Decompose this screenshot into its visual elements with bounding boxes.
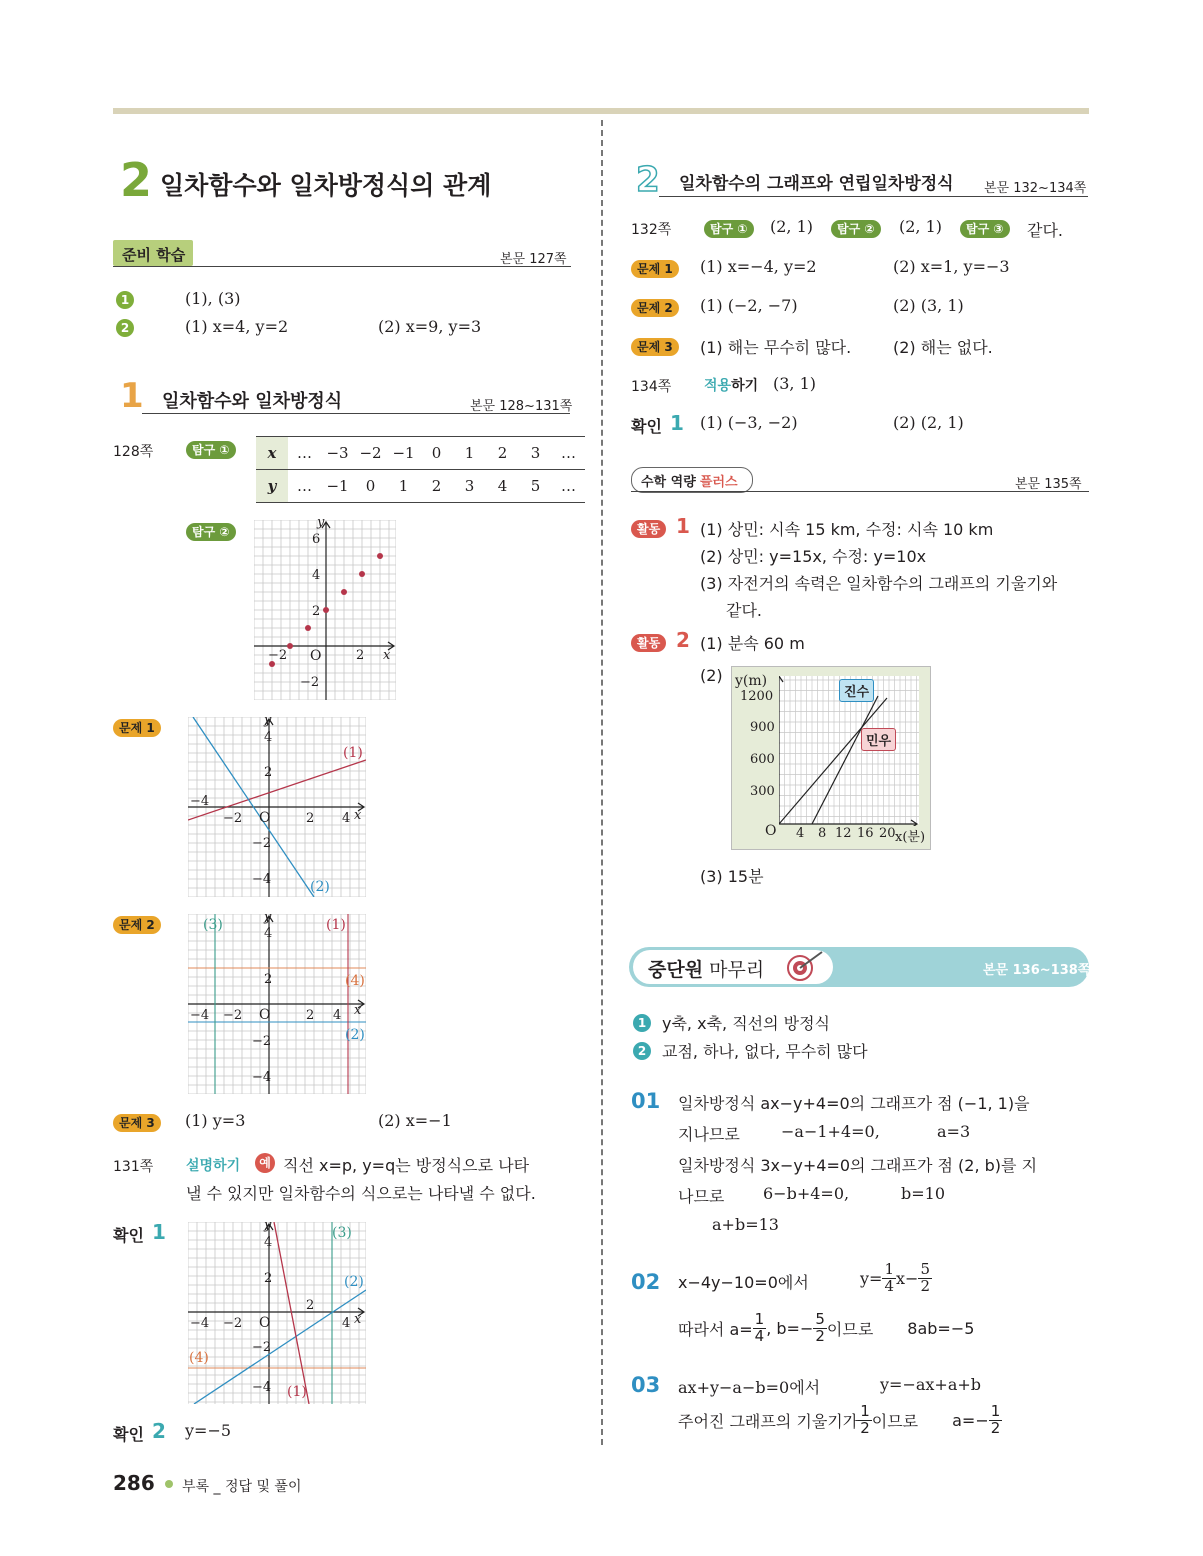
act2-xtick-4: 4: [796, 826, 805, 841]
s03-frac2: [989, 1404, 1003, 1437]
prep-num-2: 2: [116, 319, 134, 337]
s02-num: 02: [631, 1270, 661, 1294]
review-num-1: 1: [633, 1014, 651, 1032]
prep-ans-2b: (2) x=9, y=3: [378, 317, 482, 336]
act2-ytick-300: 300: [750, 784, 775, 799]
act2-tag: 활동: [631, 634, 666, 652]
g2-xlab: x: [354, 1003, 362, 1018]
g2-origin: O: [259, 1007, 271, 1023]
graph-explore2: [254, 520, 396, 700]
y-cell: 2: [420, 470, 453, 503]
g0-origin: O: [310, 648, 322, 664]
s03-l2c: a=−: [952, 1410, 989, 1430]
y-cell: −1: [321, 470, 354, 503]
act2-xlab: x(분): [895, 830, 926, 845]
p132-ans1: (2, 1): [770, 217, 814, 236]
prob1-tag: 문제 1: [113, 719, 161, 737]
footer-dot: [165, 1480, 173, 1488]
act1-l1: (1) 상민: 시속 15 km, 수정: 시속 10 km: [700, 520, 994, 539]
s03-l2b: 이므로: [871, 1411, 919, 1431]
g0-t4: 4: [312, 568, 321, 583]
g3-label1: (1): [287, 1384, 307, 1400]
g1-tm4: −4: [190, 794, 210, 809]
section-title: 일차함수와 일차방정식의 관계: [160, 171, 492, 200]
prep-ans-1: (1), (3): [185, 289, 241, 308]
q3-ans-b: (2) 해는 없다.: [893, 338, 993, 357]
act1-tag: 활동: [631, 520, 666, 538]
review-k1: y축, x축, 직선의 방정식: [662, 1014, 831, 1033]
s02-l1a: x−4y−10=0에서: [678, 1273, 809, 1292]
column-divider: [601, 120, 603, 1445]
g3-t4: 4: [264, 1235, 273, 1250]
review-num-2: 2: [633, 1042, 651, 1060]
p132-tag1: 탐구 ①: [704, 220, 754, 238]
g1-t4x: 4: [342, 811, 351, 826]
q2-ans-a: (1) (−2, −7): [700, 296, 798, 315]
g1-xlab: x: [354, 808, 362, 823]
prob3-ans-a: (1) y=3: [185, 1111, 246, 1130]
g0-xlab: x: [383, 648, 391, 663]
act2-label-a: 진수: [839, 679, 874, 702]
g3-label2: (2): [344, 1274, 364, 1290]
sub1-ref: 본문 128~131쪽: [470, 399, 573, 414]
g0-tm2y: −2: [300, 675, 320, 690]
p132-page: 132쪽: [631, 222, 672, 238]
s01-l2a: 지나므로: [678, 1125, 740, 1144]
act2-ytick-1200: 1200: [740, 689, 774, 704]
g2-tm2x: −2: [223, 1008, 243, 1023]
plus-rule: [631, 491, 1089, 492]
s01-l4c: b=10: [901, 1184, 946, 1203]
chk1-num: 1: [670, 411, 684, 435]
g1-label2: (2): [310, 879, 330, 895]
act2-label-b: 민우: [861, 728, 896, 751]
y-cell: …: [288, 470, 321, 503]
section-number: 2: [120, 153, 153, 207]
top-rule: [113, 108, 1089, 114]
x-cell: 3: [519, 437, 552, 470]
frac-den: 2: [920, 1276, 930, 1295]
s01-num: 01: [631, 1089, 661, 1113]
x-cell: 0: [420, 437, 453, 470]
page-number: 286: [113, 1471, 155, 1495]
p132-ans2: (2, 1): [899, 217, 943, 236]
g3-t4x: 4: [342, 1316, 351, 1331]
xy-table: [256, 436, 585, 503]
p134-page: 134쪽: [631, 379, 672, 395]
s02-l2b: , b=−: [766, 1318, 814, 1338]
check2-ans: y=−5: [185, 1421, 232, 1440]
s02-l2a: 따라서 a=: [678, 1319, 753, 1339]
q3-ans-a: (1) 해는 무수히 많다.: [700, 338, 852, 357]
graph-check1: [188, 1222, 366, 1404]
s02-l2d: 8ab=−5: [907, 1318, 975, 1338]
chk1-ans-b: (2) (2, 1): [893, 413, 964, 432]
plus-ref: 본문 135쪽: [1015, 477, 1082, 492]
s03-num: 03: [631, 1373, 661, 1397]
check2-tag: 확인: [113, 1425, 144, 1444]
s02-frac4: [813, 1312, 827, 1345]
p134-ans: (3, 1): [773, 374, 817, 393]
g0-t2: 2: [312, 604, 321, 619]
act1-l4: 같다.: [726, 601, 762, 620]
act1-l3: (3) 자전거의 속력은 일차함수의 그래프의 기울기와: [700, 574, 1058, 593]
y-cell: 3: [453, 470, 486, 503]
g3-t2mid: 2: [306, 1298, 315, 1313]
y-cell: 0: [354, 470, 387, 503]
g2-label3: (3): [203, 917, 223, 933]
sub2-title: 일차함수의 그래프와 연립일차방정식: [679, 174, 954, 194]
chk1-ans-a: (1) (−3, −2): [700, 413, 798, 432]
g2-tm4x: −4: [190, 1008, 210, 1023]
act2-origin: O: [765, 823, 777, 839]
frac-num: 5: [815, 1310, 825, 1328]
s02-frac2: [918, 1262, 932, 1295]
s03-eq2: [678, 1404, 1002, 1437]
g1-t2x: 2: [306, 811, 315, 826]
act1-l2: (2) 상민: y=15x, 수정: y=10x: [700, 547, 927, 566]
frac-den: 4: [754, 1326, 765, 1345]
review-title-b: 마무리: [709, 959, 765, 981]
x-header: x: [256, 437, 288, 470]
act2-ytick-600: 600: [750, 752, 775, 767]
q2-ans-b: (2) (3, 1): [893, 296, 964, 315]
p131-ex-badge: 예: [255, 1153, 275, 1173]
y-cell: 1: [387, 470, 420, 503]
check1-tag: 확인: [113, 1226, 144, 1245]
s03-l1a: ax+y−a−b=0에서: [678, 1378, 821, 1397]
g2-t2: 2: [264, 972, 273, 987]
g2-label4: (4): [345, 973, 365, 989]
s03-frac1: [858, 1404, 872, 1437]
q2-tag: 문제 2: [631, 299, 679, 317]
g1-ylab: y: [264, 713, 272, 728]
g1-label1: (1): [343, 745, 363, 761]
prep-item-1: [116, 289, 134, 309]
q3-tag: 문제 3: [631, 338, 679, 356]
g3-tm4y: −4: [252, 1380, 272, 1395]
sub2-ref: 본문 132~134쪽: [984, 181, 1087, 196]
s02-eq1: [860, 1262, 932, 1295]
s01-l2b: −a−1+4=0,: [781, 1122, 880, 1141]
g2-ylab: y: [264, 910, 272, 925]
s03-l2a: 주어진 그래프의 기울기가: [678, 1411, 859, 1431]
g3-tm2x: −2: [223, 1316, 243, 1331]
act1-num: 1: [676, 514, 690, 538]
act2-l2: (2): [700, 666, 723, 685]
g3-tm2y: −2: [252, 1340, 272, 1355]
prob3-tag: 문제 3: [113, 1114, 161, 1132]
frac-num: 1: [754, 1310, 765, 1328]
act2-l1: (1) 분속 60 m: [700, 634, 805, 653]
act2-xtick-12: 12: [835, 826, 852, 841]
s02-eq2: [678, 1312, 974, 1345]
g3-label4: (4): [189, 1350, 209, 1366]
g2-label1: (1): [326, 917, 346, 933]
frac-num: 1: [860, 1402, 870, 1420]
g0-t2x: 2: [356, 648, 365, 663]
y-cell: …: [552, 470, 585, 503]
x-cell: −2: [354, 437, 387, 470]
p128-tag1: 탐구 ①: [186, 441, 236, 459]
prob2-tag: 문제 2: [113, 916, 161, 934]
g1-tm2y: −2: [252, 836, 272, 851]
g1-tm2x: −2: [223, 811, 243, 826]
g3-origin: O: [259, 1315, 271, 1331]
plus-tag-b: 플러스: [699, 475, 738, 490]
review-ref: 본문 136~138쪽: [983, 963, 1091, 978]
g3-xlab: x: [354, 1312, 362, 1327]
q1-tag: 문제 1: [631, 260, 679, 278]
act2-ytick-900: 900: [750, 720, 775, 735]
s02-l1b: y=: [860, 1268, 883, 1288]
frac-num: 1: [884, 1260, 894, 1278]
act2-xtick-8: 8: [818, 826, 827, 841]
p132-ans3: 같다.: [1027, 221, 1063, 240]
frac-den: 4: [884, 1276, 894, 1295]
frac-num: 5: [920, 1260, 930, 1278]
s02-frac1: [882, 1262, 896, 1295]
p131-explain: 설명하기: [186, 1158, 241, 1174]
x-cell: …: [552, 437, 585, 470]
s02-l1c: x−: [896, 1268, 919, 1288]
s01-l4b: 6−b+4=0,: [763, 1184, 850, 1203]
sub2-number: 2: [636, 160, 660, 200]
y-header: y: [256, 470, 288, 503]
g2-label2: (2): [345, 1027, 365, 1043]
check1-num: 1: [152, 1220, 166, 1244]
p132-tag2: 탐구 ②: [831, 220, 881, 238]
s02-frac3: [753, 1312, 767, 1345]
g2-t4x: 4: [333, 1008, 342, 1023]
x-cell: …: [288, 437, 321, 470]
g0-t6: 6: [312, 532, 321, 547]
s03-l1b: y=−ax+a+b: [880, 1375, 982, 1394]
sub2-rule: [659, 196, 1088, 197]
p132-tag3: 탐구 ③: [960, 220, 1010, 238]
x-cell: −3: [321, 437, 354, 470]
q1-ans-a: (1) x=−4, y=2: [700, 257, 817, 276]
p131-line2: 낼 수 있지만 일차함수의 식으로는 나타낼 수 없다.: [186, 1184, 536, 1203]
review-k2: 교점, 하나, 없다, 무수히 많다: [662, 1042, 868, 1061]
chk1-tag: 확인: [631, 417, 662, 436]
prep-ans-2a: (1) x=4, y=2: [185, 317, 289, 336]
p134-apply-b: 하기: [731, 378, 759, 394]
g3-ylab: y: [264, 1218, 272, 1233]
x-cell: 1: [453, 437, 486, 470]
act2-l3: (3) 15분: [700, 867, 764, 886]
sub1-number: 1: [120, 376, 144, 416]
prep-rule: [113, 266, 571, 267]
q1-ans-b: (2) x=1, y=−3: [893, 257, 1010, 276]
plus-tag-a: 수학 역량: [641, 475, 696, 490]
act2-xtick-16: 16: [857, 826, 874, 841]
g1-origin: O: [259, 810, 271, 826]
s01-l5: a+b=13: [712, 1215, 779, 1234]
p134-apply-a: 적용: [704, 378, 732, 394]
g1-tm4y: −4: [252, 872, 272, 887]
g2-t4: 4: [264, 926, 273, 941]
g3-tm4x: −4: [190, 1316, 210, 1331]
g0-ylab: y: [317, 515, 325, 530]
p131-line1: 직선 x=p, y=q는 방정식으로 나타: [283, 1156, 530, 1175]
g1-t2: 2: [264, 765, 273, 780]
graph-prob1: [188, 717, 366, 897]
p128-tag2: 탐구 ②: [186, 523, 236, 541]
s02-l2c: 이므로: [826, 1319, 874, 1339]
g2-tm4y: −4: [252, 1070, 272, 1085]
g2-t2x: 2: [306, 1008, 315, 1023]
frac-den: 2: [990, 1418, 1001, 1437]
sub1-rule: [142, 413, 570, 414]
frac-num: 1: [990, 1402, 1001, 1420]
p131-page: 131쪽: [113, 1159, 154, 1175]
frac-den: 2: [860, 1418, 870, 1437]
graph-prob2: [188, 914, 366, 1094]
frac-den: 2: [815, 1326, 825, 1345]
check2-num: 2: [152, 1419, 166, 1443]
y-cell: 5: [519, 470, 552, 503]
act2-ylab: y(m): [735, 673, 768, 689]
prob3-ans-b: (2) x=−1: [378, 1111, 452, 1130]
review-title-a: 중단원: [648, 959, 704, 981]
y-cell: 4: [486, 470, 519, 503]
sub1-title: 일차함수와 일차방정식: [162, 391, 343, 412]
g3-label3: (3): [332, 1225, 352, 1241]
g3-t2: 2: [264, 1271, 273, 1286]
footer-text: 부록 _ 정답 및 풀이: [182, 1479, 302, 1495]
g0-tm2x: −2: [268, 648, 288, 663]
s01-l3: 일차방정식 3x−y+4=0의 그래프가 점 (2, b)를 지: [678, 1156, 1038, 1175]
s01-l4a: 나므로: [678, 1187, 725, 1206]
g2-tm2y: −2: [252, 1034, 272, 1049]
s01-l1: 일차방정식 ax−y+4=0의 그래프가 점 (−1, 1)을: [678, 1094, 1030, 1113]
act2-xtick-20: 20: [879, 826, 896, 841]
x-cell: 2: [486, 437, 519, 470]
p128-page: 128쪽: [113, 444, 154, 460]
prep-num-1: 1: [116, 291, 134, 309]
x-cell: −1: [387, 437, 420, 470]
prep-item-2: [116, 317, 134, 337]
prep-tag: 준비 학습: [122, 246, 186, 264]
act2-num: 2: [676, 628, 690, 652]
s01-l2c: a=3: [937, 1122, 971, 1141]
target-icon: [778, 948, 828, 982]
prep-ref: 본문 127쪽: [500, 252, 567, 267]
g1-t4: 4: [264, 730, 273, 745]
